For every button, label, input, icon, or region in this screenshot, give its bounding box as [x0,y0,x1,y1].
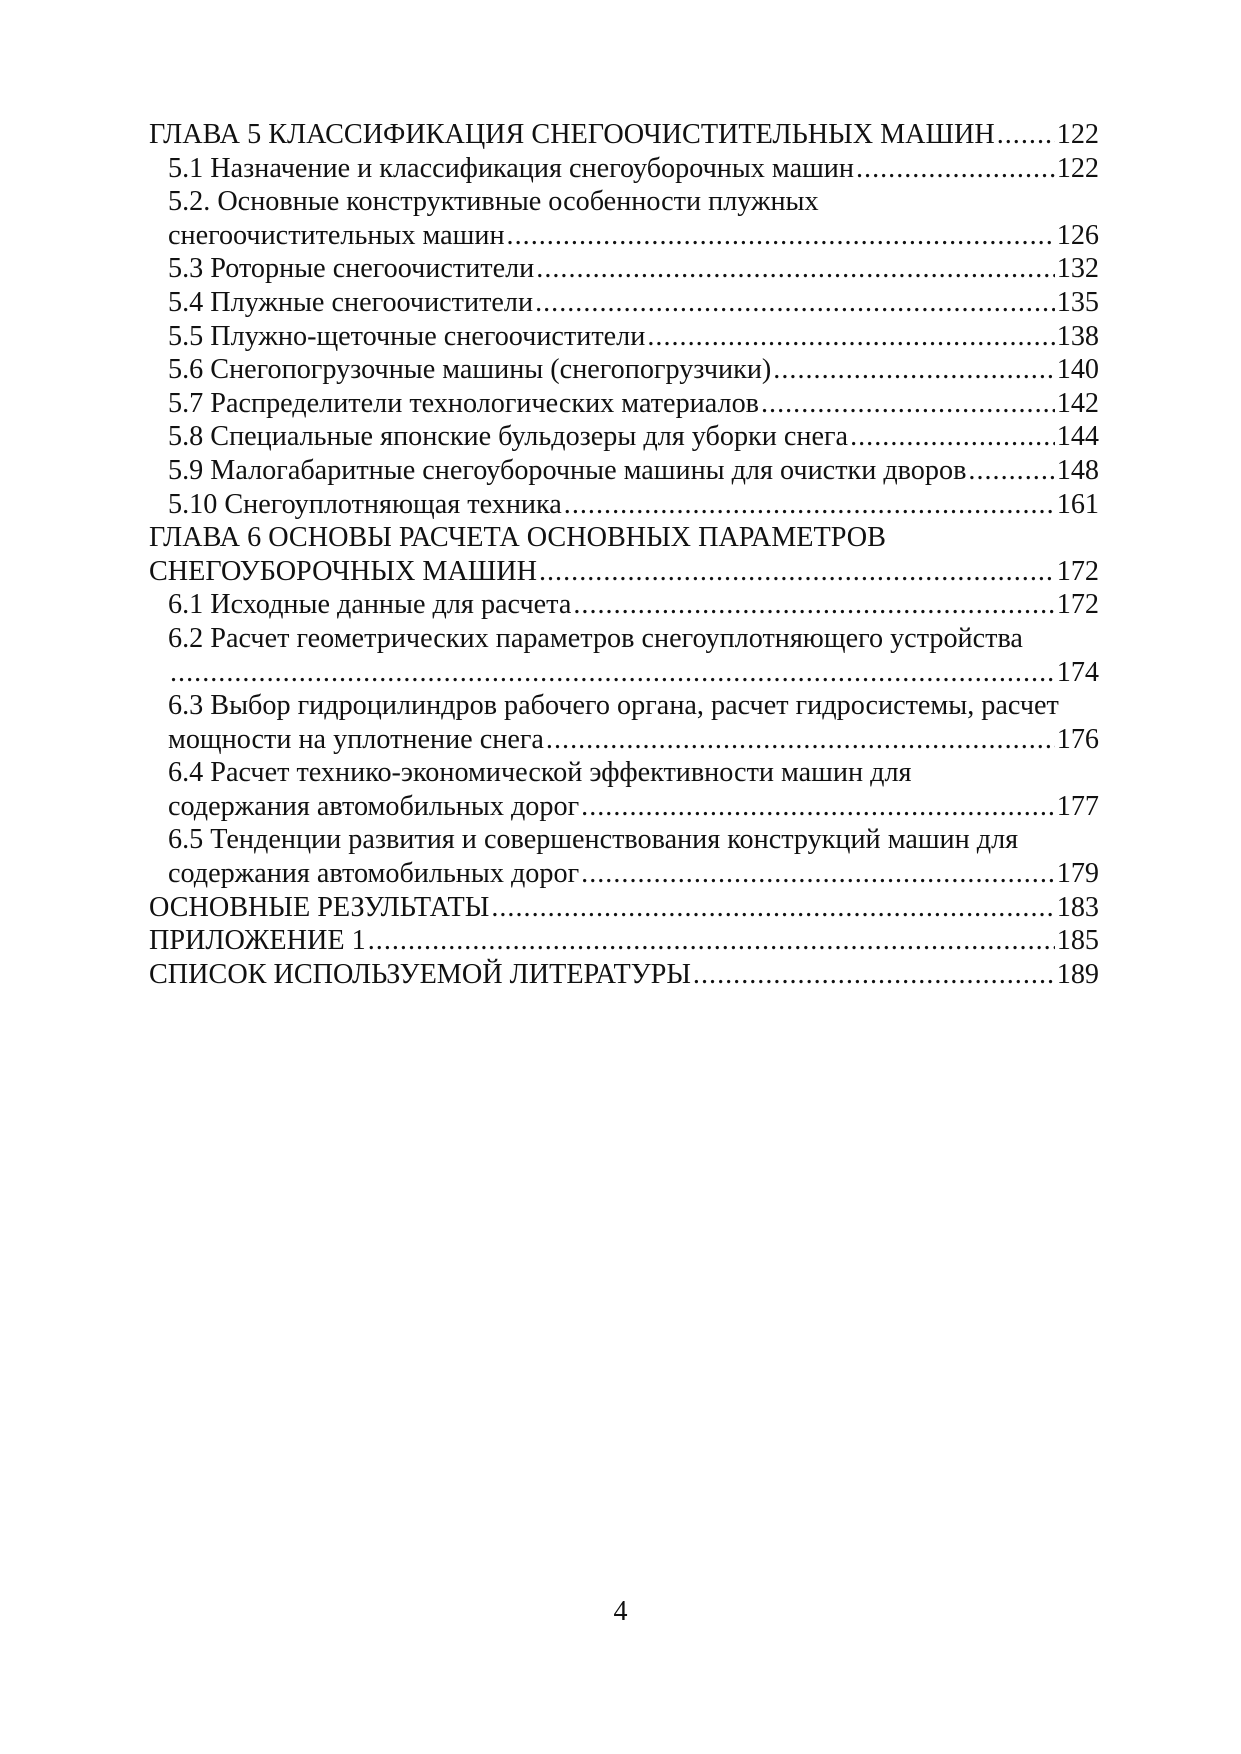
toc-entry[interactable] [149,488,1099,522]
toc-entry-text: ОСНОВНЫЕ РЕЗУЛЬТАТЫ [149,891,490,923]
toc-entry-text: 5.2. Основные конструктивные особенности плужных [168,186,819,218]
toc-entry-text: 6.3 Выбор гидроцилиндров рабочего органа, расчет гидросистемы, расчет [168,690,1059,722]
toc-entry-text: ГЛАВА 5 КЛАССИФИКАЦИЯ СНЕГООЧИСТИТЕЛЬНЫХ МАШИН [149,119,995,150]
toc-entry-line [168,320,1099,354]
toc-page-number: 144 [1056,421,1099,453]
toc-entry-line [168,219,1099,253]
toc-entry-text: ГЛАВА 6 ОСНОВЫ РАСЧЕТА ОСНОВНЫХ ПАРАМЕТРОВ [149,522,886,554]
toc-entry[interactable] [149,185,1099,252]
dot-leader [368,924,1055,958]
toc-page-number: 138 [1056,320,1099,352]
toc-entry-text: 5.9 Малогабаритные снегоуборочные машины для очистки дворов [168,454,967,486]
toc-entry[interactable] [149,454,1099,488]
dot-leader [170,656,1055,690]
dot-leader [693,958,1055,992]
toc-page-number: 142 [1056,387,1099,419]
table-of-contents [149,118,1099,991]
dot-leader [536,252,1054,286]
dot-leader [850,420,1055,454]
dot-leader [546,723,1055,757]
toc-page-number: 183 [1056,891,1099,923]
toc-entry-text: 5.6 Снегопогрузочные машины (снегопогрузчики) [168,354,772,386]
toc-entry[interactable] [149,823,1099,890]
toc-entry[interactable] [149,353,1099,387]
toc-page-number: 135 [1056,286,1099,318]
toc-entry[interactable] [149,958,1099,992]
toc-page-number: 122 [1056,119,1099,150]
toc-entry-line [168,790,1099,824]
toc-page-number: 185 [1056,925,1099,957]
toc-entry-line [149,555,1099,589]
toc-entry-text: снегоочистительных машин [168,219,505,251]
toc-entry[interactable] [149,924,1099,958]
dot-leader [507,219,1055,253]
toc-entry-text: мощности на уплотнение снега [168,723,544,755]
toc-page-number: 177 [1056,790,1099,822]
dot-leader [491,891,1054,925]
toc-entry-line [168,387,1099,421]
toc-entry[interactable] [149,320,1099,354]
toc-page-number: 189 [1056,958,1099,990]
toc-entry-line [149,924,1099,958]
toc-entry-line [168,353,1099,387]
toc-entry-line [168,454,1099,488]
toc-entry-text: 6.5 Тенденции развития и совершенствования конструкций машин для [168,824,1019,856]
toc-entry-line [168,252,1099,286]
dot-leader [581,857,1055,891]
toc-page-number: 148 [1056,454,1099,486]
toc-entry-line [168,857,1099,891]
toc-entry-line [168,723,1099,757]
dot-leader [856,152,1055,186]
dot-leader [573,588,1054,622]
dot-leader [997,118,1055,152]
toc-entry-text: ПРИЛОЖЕНИЕ 1 [149,925,366,957]
toc-page-number: 122 [1056,152,1099,184]
toc-entry[interactable] [149,622,1099,689]
dot-leader [773,353,1054,387]
dot-leader [564,488,1055,522]
toc-entry[interactable] [149,420,1099,454]
dot-leader [968,454,1054,488]
dot-leader [535,286,1055,320]
toc-entry[interactable] [149,118,1099,152]
toc-entry-line [168,152,1099,186]
toc-entry[interactable] [149,588,1099,622]
toc-page-number: 161 [1056,488,1099,520]
toc-entry[interactable] [149,756,1099,823]
page-number: 4 [613,1596,628,1627]
toc-entry-line [168,420,1099,454]
dot-leader [647,320,1054,354]
dot-leader [539,555,1055,589]
toc-page-number: 132 [1056,253,1099,285]
toc-entry[interactable] [149,891,1099,925]
toc-entry-text: 6.4 Расчет технико-экономической эффективности машин для [168,757,912,789]
toc-entry[interactable] [149,252,1099,286]
toc-entry-line [149,891,1099,925]
toc-entry-text: 5.4 Плужные снегоочистители [168,286,534,318]
toc-page-number: 140 [1056,354,1099,386]
toc-entry-text: 5.5 Плужно-щеточные снегоочистители [168,320,646,352]
toc-entry-line [149,118,1099,152]
toc-page-number: 176 [1056,723,1099,755]
toc-page-number: 174 [1056,656,1099,688]
toc-entry-line [168,286,1099,320]
toc-page-number: 172 [1056,589,1099,621]
toc-entry[interactable] [149,152,1099,186]
toc-entry-line [168,588,1099,622]
toc-entry-text: 6.1 Исходные данные для расчета [168,589,572,621]
toc-entry-text: 5.7 Распределители технологических материалов [168,387,759,419]
toc-entry[interactable] [149,286,1099,320]
toc-entry-text: 5.10 Снегоуплотняющая техника [168,488,562,520]
toc-entry[interactable] [149,689,1099,756]
toc-page-number: 172 [1056,555,1099,587]
toc-page-number: 126 [1056,219,1099,251]
toc-entry-text: СПИСОК ИСПОЛЬЗУЕМОЙ ЛИТЕРАТУРЫ [149,958,691,990]
dot-leader [581,790,1055,824]
toc-entry-line [168,488,1099,522]
dot-leader [761,387,1055,421]
toc-entry[interactable] [149,521,1099,588]
toc-entry-line [149,958,1099,992]
toc-entry-text: 6.2 Расчет геометрических параметров снегоуплотняющего устройства [168,622,1023,654]
toc-entry[interactable] [149,387,1099,421]
toc-entry-text: 5.8 Специальные японские бульдозеры для уборки снега [168,421,849,453]
toc-entry-line [168,656,1099,690]
toc-entry-text: содержания автомобильных дорог [168,790,580,822]
toc-entry-text: 5.1 Назначение и классификация снегоуборочных машин [168,152,854,184]
toc-entry-text: 5.3 Роторные снегоочистители [168,253,535,285]
toc-page-number: 179 [1056,858,1099,890]
toc-entry-text: содержания автомобильных дорог [168,858,580,890]
toc-entry-text: СНЕГОУБОРОЧНЫХ МАШИН [149,555,537,587]
